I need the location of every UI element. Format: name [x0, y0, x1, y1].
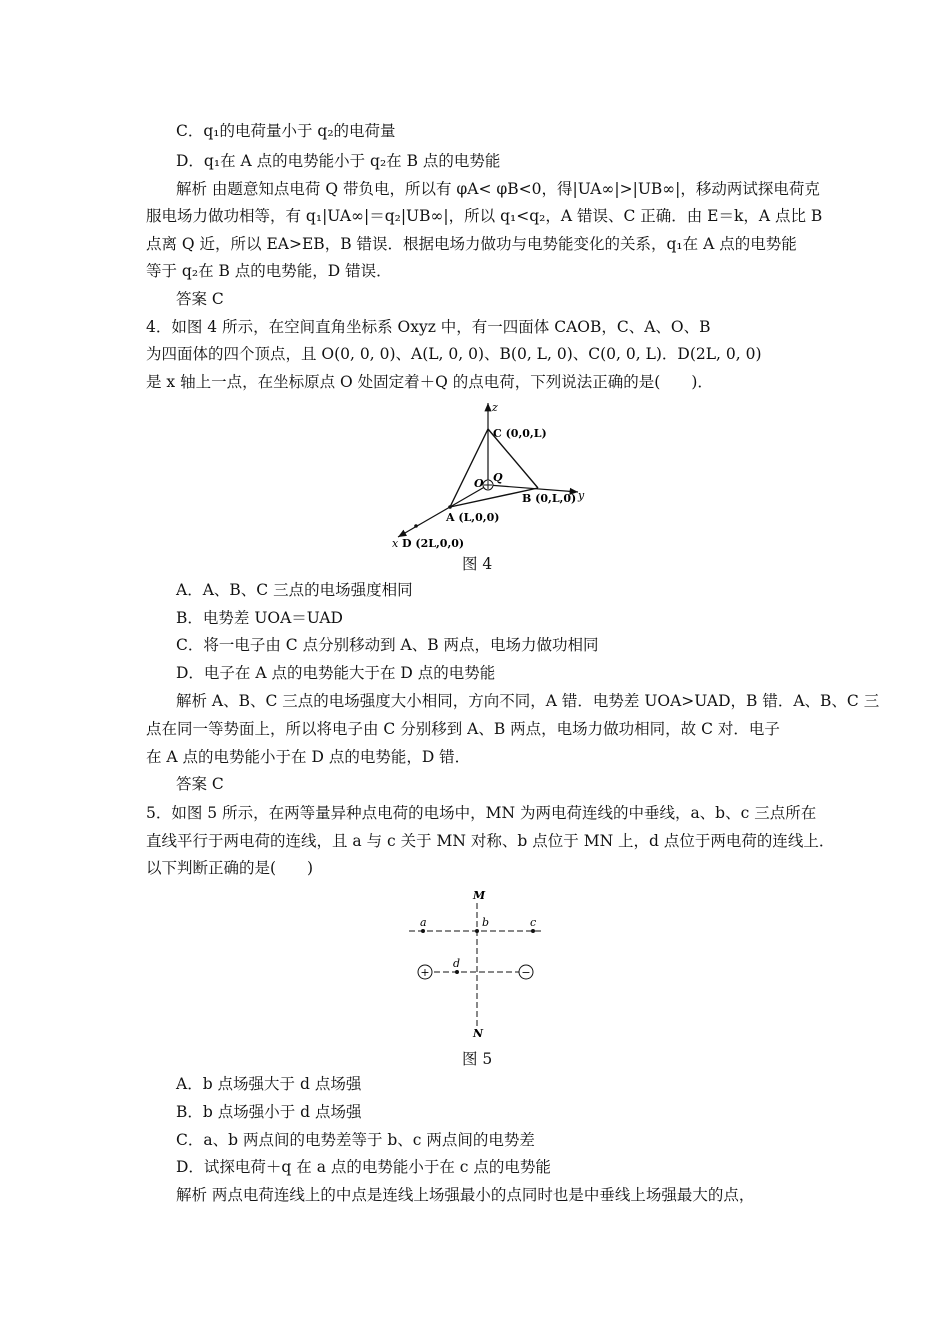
figure-4-caption: 图 4	[462, 555, 493, 573]
point-a	[421, 929, 425, 933]
q4-option: A．A、B、C 三点的电场强度相同	[176, 581, 413, 599]
q4-option: D．电子在 A 点的电势能大于在 D 点的电势能	[176, 664, 496, 682]
n-label: N	[473, 1027, 484, 1037]
q5-stem-line: 5．如图 5 所示，在两等量异种点电荷的电场中，MN 为两电荷连线的中垂线，a、b、c 三点所在	[146, 804, 817, 822]
q4-option: C．将一电子由 C 点分别移动到 A、B 两点，电场力做功相同	[176, 636, 599, 654]
y-label: y	[578, 489, 585, 502]
q4-answer: 答案 C	[176, 775, 224, 793]
d-label: D (2L,0,0)	[402, 537, 465, 550]
q3-analysis-line: 解析 由题意知点电荷 Q 带负电，所以有 φA< φB<0，得|UA∞|>|UB∞|，移动两试探电荷克	[176, 180, 820, 198]
m-label: M	[473, 889, 486, 902]
q4-analysis-line: 在 A 点的电势能小于在 D 点的电势能，D 错．	[146, 748, 471, 766]
o-label: O	[474, 477, 484, 490]
q4-stem-line: 4．如图 4 所示，在空间直角坐标系 Oxyz 中，有一四面体 CAOB，C、A、O、B	[146, 318, 711, 336]
q5-option: B．b 点场强小于 d 点场强	[176, 1103, 362, 1121]
q5-stem-line: 直线平行于两电荷的连线，且 a 与 c 关于 MN 对称、b 点位于 MN 上，d 点位于两电荷的连线上．	[146, 832, 835, 850]
q4-analysis-line: 点在同一等势面上，所以将电子由 C 分别移到 A、B 两点，电场力做功相同，故 C 对．电子	[146, 720, 780, 738]
figure-4-tetrahedron	[380, 395, 610, 550]
z-label: z	[492, 401, 498, 414]
q5-option: D．试探电荷＋q 在 a 点的电势能小于在 c 点的电势能	[176, 1158, 551, 1176]
b-label: B (0,L,0)	[522, 492, 577, 505]
q3-option-c: C．q₁的电荷量小于 q₂的电荷量	[176, 122, 396, 140]
q3-analysis-line: 等于 q₂在 B 点的电势能，D 错误．	[146, 262, 392, 280]
q3-analysis-line: 点离 Q 近，所以 EA>EB，B 错误．根据电场力做功与电势能变化的关系，q₁在 A 点的电势能	[146, 235, 797, 253]
a-label: a	[420, 916, 427, 929]
q5-option: A．b 点场强大于 d 点场强	[176, 1075, 362, 1093]
figure-5-caption: 图 5	[462, 1050, 493, 1068]
a-label: A (L,0,0)	[446, 511, 500, 524]
q3-option-d: D．q₁在 A 点的电势能小于 q₂在 B 点的电势能	[176, 152, 501, 170]
x-label: x	[392, 537, 399, 550]
q5-analysis-line: 解析 两点电荷连线上的中点是连线上场强最小的点同时也是中垂线上场强最大的点，	[176, 1186, 755, 1204]
c-label: C (0,0,L)	[493, 427, 547, 440]
point-A	[448, 505, 452, 509]
d-label: d	[453, 957, 461, 970]
q3-analysis-line: 服电场力做功相等，有 q₁|UA∞|＝q₂|UB∞|，所以 q₁<q₂，A 错误、C 正确．由 E＝k，A 点比 B	[146, 207, 823, 225]
point-b	[475, 929, 479, 933]
figure-5-dipole	[395, 885, 555, 1037]
q4-stem-line: 是 x 轴上一点，在坐标原点 O 处固定着＋Q 的点电荷，下列说法正确的是( )．	[146, 373, 713, 391]
q4-analysis-line: 解析 A、B、C 三点的电场强度大小相同，方向不同，A 错．电势差 UOA>UAD，B 错．A、B、C 三	[176, 692, 880, 710]
c-label: c	[530, 916, 537, 929]
point-c	[531, 929, 535, 933]
point-d	[455, 970, 459, 974]
q5-option: C．a、b 两点间的电势差等于 b、c 两点间的电势差	[176, 1131, 535, 1149]
q3-answer: 答案 C	[176, 290, 224, 308]
q4-stem-line: 为四面体的四个顶点，且 O(0, 0, 0)、A(L, 0, 0)、B(0, L, 0)、C(0, 0, L)．D(2L, 0, 0)	[146, 345, 762, 363]
q-label: Q	[493, 471, 503, 484]
q5-stem-line: 以下判断正确的是( )	[146, 859, 314, 877]
plus-sign: +	[420, 966, 430, 979]
point-D	[414, 524, 418, 528]
b-label: b	[482, 916, 490, 929]
q4-option: B．电势差 UOA＝UAD	[176, 609, 343, 627]
minus-sign: −	[521, 966, 531, 979]
